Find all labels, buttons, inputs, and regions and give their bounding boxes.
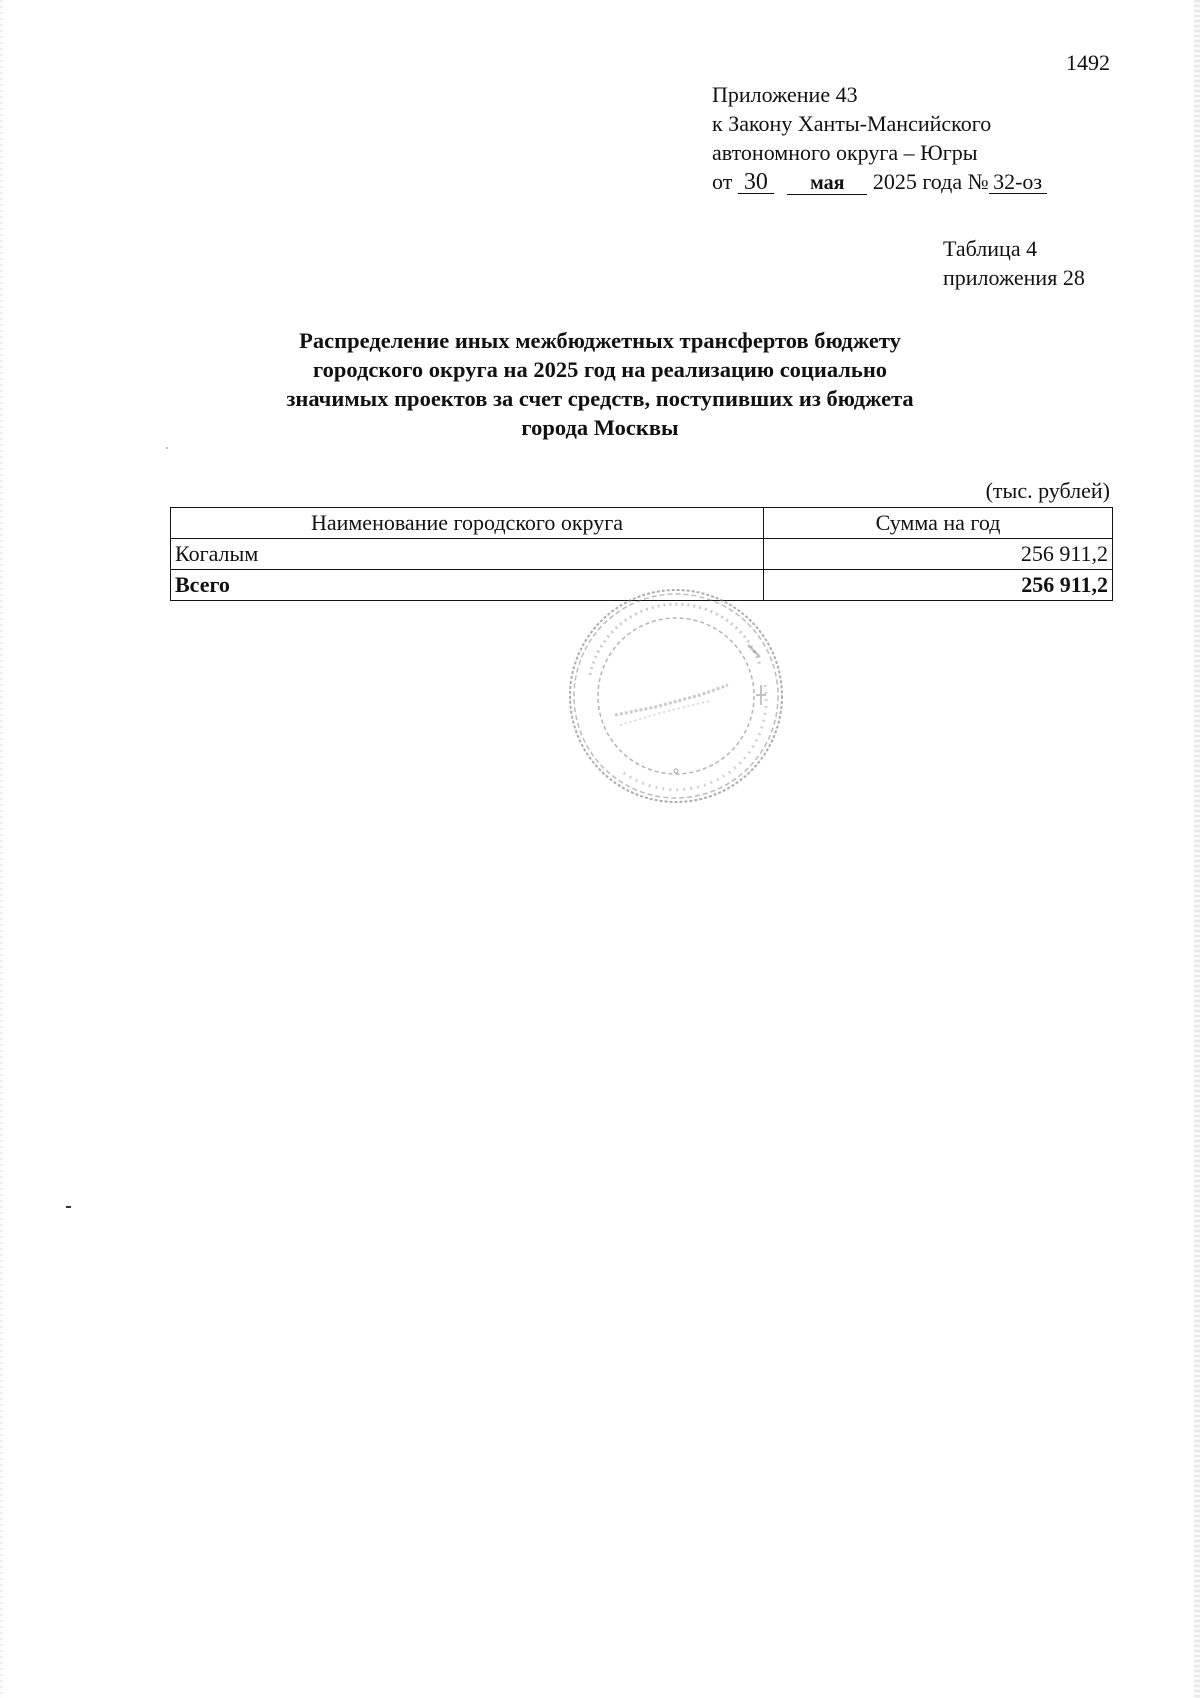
date-day: 30 [738,171,774,194]
date-month: мая [787,172,867,195]
page-number: 1492 [1066,50,1110,75]
title-line-4: города Москвы [521,415,679,440]
scan-speck [166,447,168,449]
title-line-1: Распределение иных межбюджетных трансфертов бюджету [299,328,901,353]
total-name: Всего [171,570,764,601]
appendix-line-2: к Закону Ханты-Мансийского [712,111,992,136]
date-prefix: от [712,169,733,194]
table-ref-line-1: Таблица 4 [943,236,1038,261]
scan-mark [66,1206,71,1208]
table-header-row [171,508,1113,539]
total-sum: 256 911,2 [764,570,1113,601]
date-year: 2025 года № [872,169,989,194]
table-reference [943,234,1085,292]
appendix-date-line [712,167,1047,196]
scan-edge-right [1194,0,1200,1698]
title-line-3: значимых проектов за счет средств, поступивших из бюджета [286,386,914,411]
header-name: Наименование городского округа [171,508,764,539]
appendix-line-3: автономного округа – Югры [712,140,978,165]
header-sum: Сумма на год [764,508,1113,539]
row-name: Когалым [171,539,764,570]
table-row [171,539,1113,570]
scan-edge-left [0,0,3,1698]
row-sum: 256 911,2 [764,539,1113,570]
appendix-header [712,80,1047,196]
official-seal-stamp [560,585,792,807]
table-ref-line-2: приложения 28 [943,265,1085,290]
units-label: (тыс. рублей) [985,478,1110,503]
law-number: 32-оз [989,171,1047,194]
title-line-2: городского округа на 2025 год на реализацию социально [312,357,888,382]
document-title [220,326,980,442]
appendix-line-1: Приложение 43 [712,82,858,107]
